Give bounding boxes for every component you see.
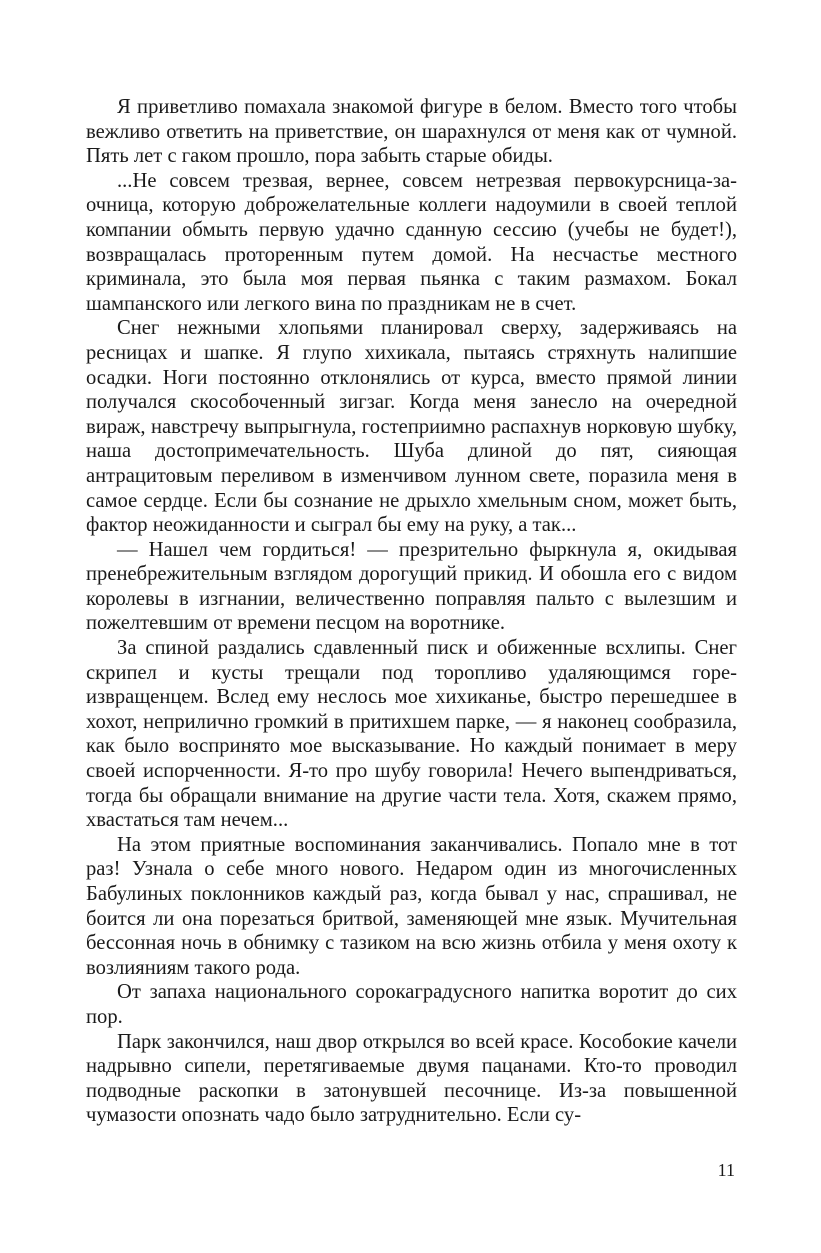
paragraph-7: От запаха национального сорокаградусного напитка воротит до сих пор. (86, 981, 737, 1028)
paragraph-8: Парк закончился, наш двор открылся во всей красе. Кособокие качели надрывно сипели, перетягиваемые двумя пацанами. Кто-то проводил подводные раскопки в затонувшей песочнице. Из-за повышенной чумазости опознать чадо было затруднительно. Если су- (86, 1030, 737, 1127)
paragraph-5: За спиной раздались сдавленный писк и обиженные всхлипы. Снег скрипел и кусты трещали под торопливо удаляющимся горе-извращенцем. Вслед ему неслось мое хихиканье, быстро перешедшее в хохот, неприлично громкий в притихшем парке, — я наконец сообразила, как было воспринято мое высказывание. Но каждый понимает в меру своей испорченности. Я-то про шубу говорила! Нечего выпендриваться, тогда бы обращали внимание на другие части тела. Хотя, скажем прямо, хвастаться там нечем... (86, 637, 737, 832)
paragraph-3: Снег нежными хлопьями планировал сверху, задерживаясь на ресницах и шапке. Я глупо хихикала, пытаясь стряхнуть налипшие осадки. Ноги постоянно отклонялись от курса, вместо прямой линии получался скособоченный зигзаг. Когда меня занесло на очередной вираж, навстречу выпрыгнула, гостеприимно распахнув норковую шубку, наша достопримечательность. Шуба длиной до пят, сияющая антрацитовым переливом в изменчивом лунном свете, поразила меня в самое сердце. Если бы сознание не дрыхло хмельным сном, может быть, фактор неожиданности и сыграл бы ему на руку, а так... (86, 317, 737, 537)
paragraph-6: На этом приятные воспоминания заканчивались. Попало мне в тот раз! Узнала о себе много нового. Недаром один из многочисленных Бабулиных поклонников каждый раз, когда бывал у нас, спрашивал, не боится ли она порезаться бритвой, заменяющей мне язык. Мучительная бессонная ночь в обнимку с тазиком на всю жизнь отбила у меня охоту к возлияниям такого рода. (86, 833, 737, 979)
page-number: 11 (717, 1160, 735, 1180)
book-page-text (86, 95, 737, 1128)
paragraph-1: Я приветливо помахала знакомой фигуре в белом. Вместо того чтобы вежливо ответить на приветствие, он шарахнулся от меня как от чумной. Пять лет с гаком прошло, пора забыть старые обиды. (86, 96, 737, 168)
paragraph-2: ...Не совсем трезвая, вернее, совсем нетрезвая первокурсница-заочница, которую доброжелательные коллеги надоумили в своей теплой компании обмыть первую удачно сданную сессию (учебы не будет!), возвращалась проторенным путем домой. На несчастье местного криминала, это была моя первая пьянка с таким размахом. Бокал шампанского или легкого вина по праздникам не в счет. (86, 169, 737, 315)
paragraph-4: — Нашел чем гордиться! — презрительно фыркнула я, окидывая пренебрежительным взглядом дорогущий прикид. И обошла его с видом королевы в изгнании, величественно поправляя пальто с вылезшим и пожелтевшим от времени песцом на воротнике. (86, 538, 737, 635)
